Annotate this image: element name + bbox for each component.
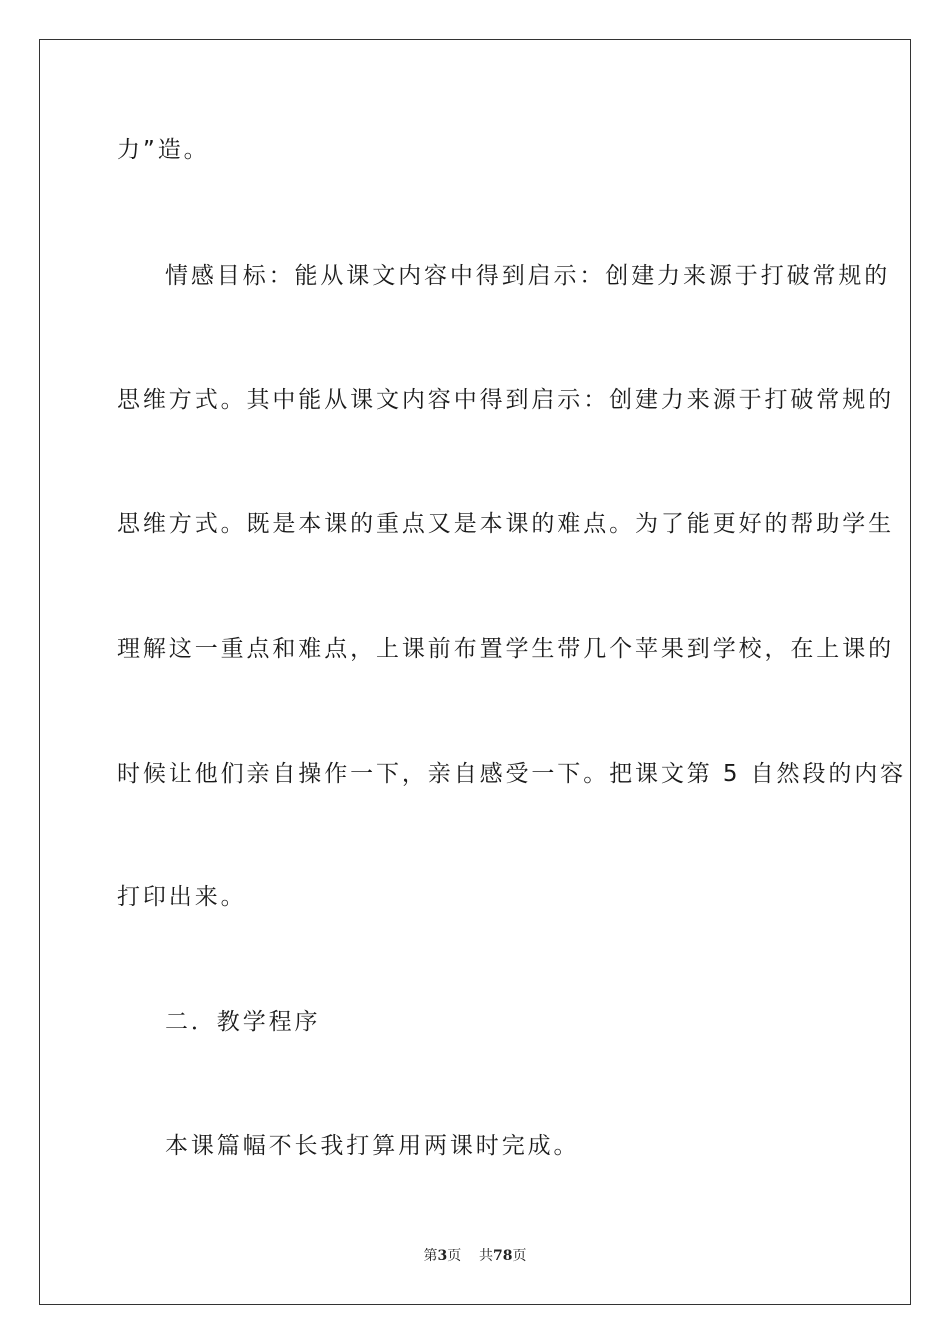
text-line-4: 思维方式。既是本课的重点又是本课的难点。为了能更好的帮助学生 bbox=[117, 511, 894, 537]
text-line-3: 思维方式。其中能从课文内容中得到启示：创建力来源于打破常规的 bbox=[117, 387, 894, 413]
footer-page-suffix: 页 bbox=[447, 1248, 462, 1264]
page-frame bbox=[39, 39, 911, 1305]
footer-page-prefix: 第 bbox=[423, 1248, 438, 1264]
text-line-6: 时候让他们亲自操作一下，亲自感受一下。把课文第 5 自然段的内容 bbox=[117, 761, 907, 787]
page-footer bbox=[0, 1246, 950, 1266]
footer-total-suffix: 页 bbox=[512, 1248, 527, 1264]
text-line-9: 本课篇幅不长我打算用两课时完成。 bbox=[165, 1133, 580, 1159]
footer-page-number: 3 bbox=[437, 1248, 448, 1264]
text-line-5: 理解这一重点和难点，上课前布置学生带几个苹果到学校，在上课的 bbox=[117, 636, 894, 662]
section-heading: 二．教学程序 bbox=[165, 1009, 321, 1035]
text-line-7: 打印出来。 bbox=[117, 884, 247, 910]
text-line-2: 情感目标：能从课文内容中得到启示：创建力来源于打破常规的 bbox=[165, 263, 891, 289]
text-line-1: 力”造。 bbox=[117, 137, 210, 163]
footer-total-pages: 78 bbox=[493, 1248, 513, 1264]
footer-total-prefix: 共 bbox=[479, 1248, 494, 1264]
